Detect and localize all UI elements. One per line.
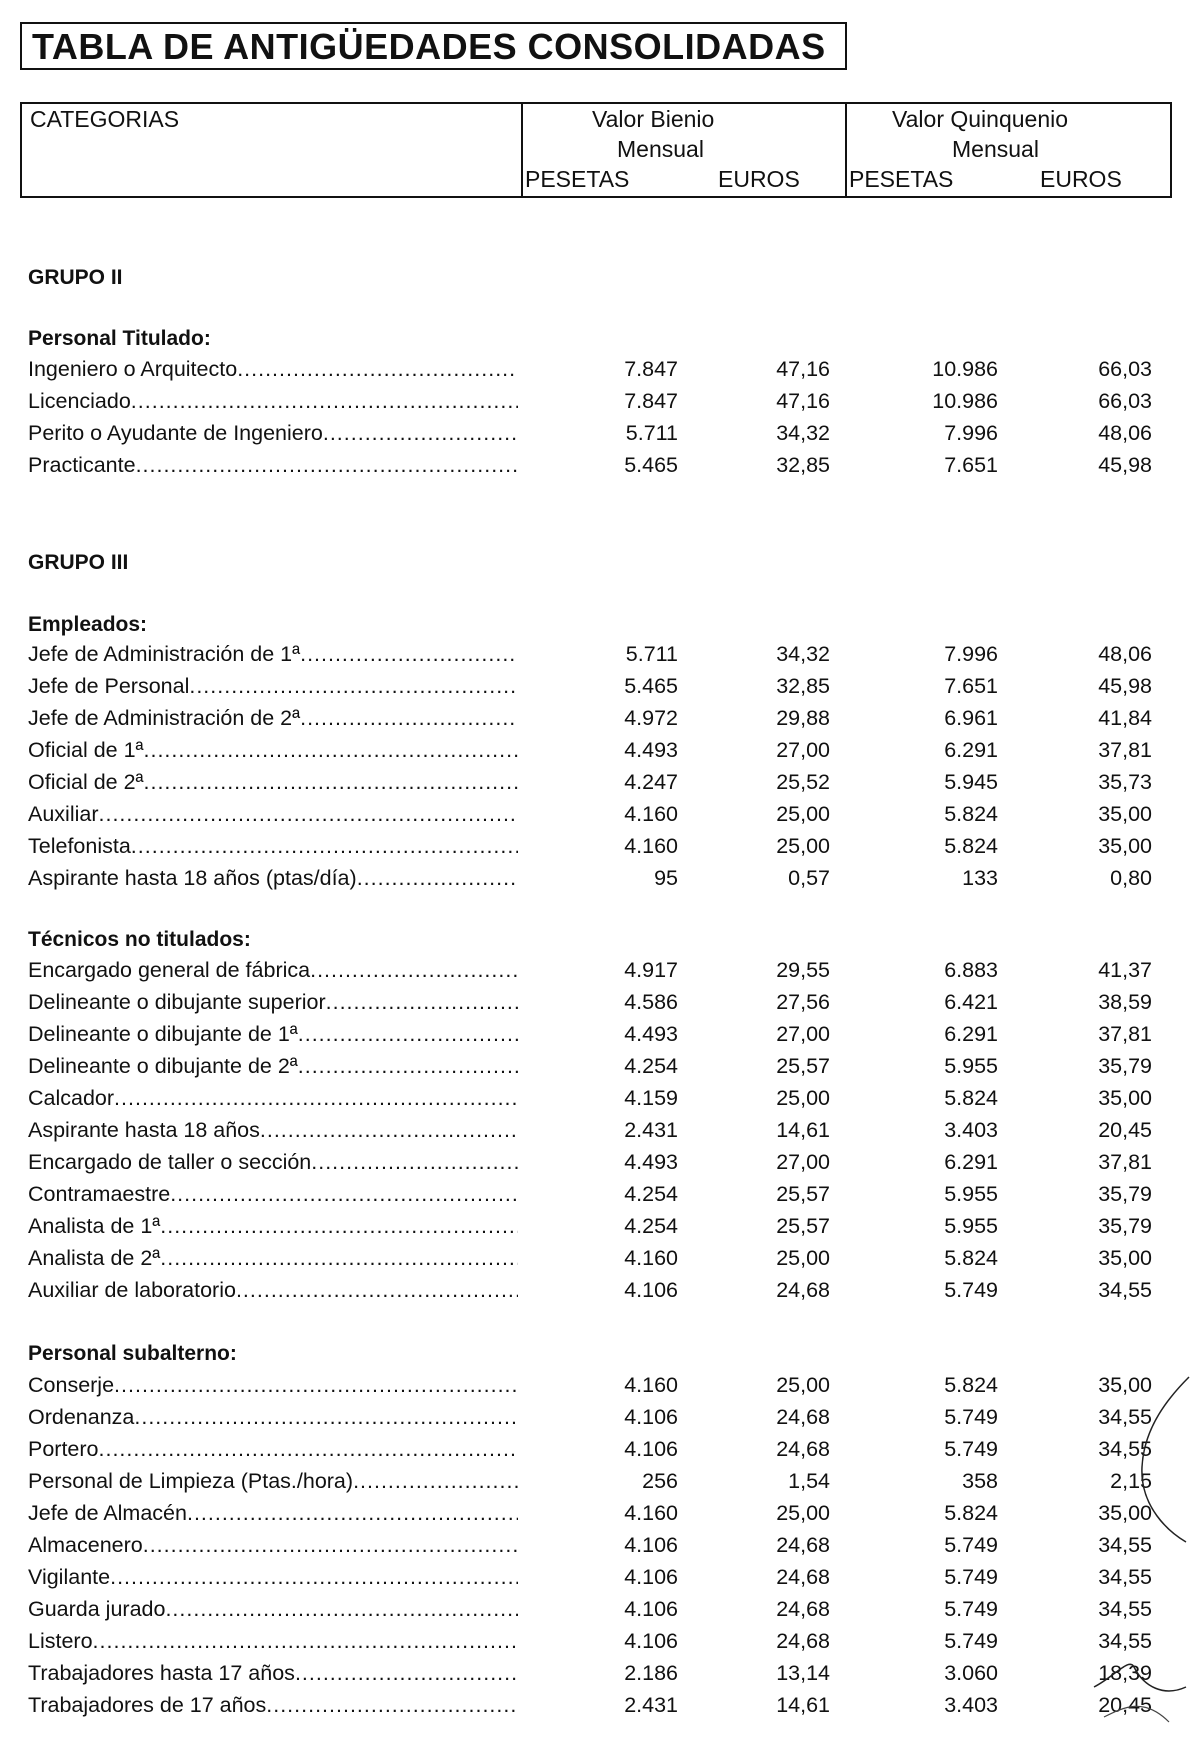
bienio-euros: 32,85	[776, 674, 830, 698]
quinquenio-euros: 34,55	[1098, 1629, 1152, 1653]
table-row	[0, 1533, 1194, 1563]
bienio-euros: 24,68	[776, 1597, 830, 1621]
bienio-pesetas: 5.711	[625, 421, 678, 445]
row-label: Guarda jurado .....	[28, 1597, 518, 1622]
quinquenio-euros: 35,00	[1098, 1501, 1152, 1525]
table-row	[0, 357, 1194, 387]
quinquenio-euros: 35,00	[1098, 1086, 1152, 1110]
quinquenio-pesetas: 5.749	[944, 1405, 998, 1429]
row-label: Calcador .....	[28, 1086, 518, 1111]
quinquenio-euros: 37,81	[1098, 1022, 1152, 1046]
row-label: Conserje .....	[28, 1373, 518, 1398]
bienio-euros: 27,00	[776, 1150, 830, 1174]
quinquenio-euros: 45,98	[1098, 453, 1152, 477]
table-row	[0, 1118, 1194, 1148]
bienio-euros: 27,00	[776, 1022, 830, 1046]
bienio-euros: 1,54	[788, 1469, 830, 1493]
row-label: Ingeniero o Arquitecto .....	[28, 357, 518, 382]
row-label: Auxiliar .....	[28, 802, 518, 827]
table-row	[0, 1278, 1194, 1308]
group-title: GRUPO III	[28, 551, 129, 574]
bienio-euros: 14,61	[776, 1693, 830, 1717]
quinquenio-euros: 2,15	[1110, 1469, 1152, 1493]
bienio-pesetas: 4.493	[624, 738, 678, 762]
header-bienio-euros: EUROS	[718, 166, 800, 192]
quinquenio-euros: 0,80	[1110, 866, 1152, 890]
bienio-euros: 34,32	[776, 421, 830, 445]
row-label: Jefe de Administración de 1ª .....	[28, 642, 518, 667]
table-row	[0, 802, 1194, 832]
section-title: Personal Titulado:	[28, 327, 211, 350]
quinquenio-euros: 48,06	[1098, 642, 1152, 666]
table-row	[0, 1405, 1194, 1435]
bienio-euros: 24,68	[776, 1278, 830, 1302]
quinquenio-euros: 41,37	[1098, 958, 1152, 982]
bienio-euros: 25,00	[776, 1373, 830, 1397]
row-label: Oficial de 2ª .....	[28, 770, 518, 795]
table-row	[0, 674, 1194, 704]
quinquenio-euros: 35,00	[1098, 1373, 1152, 1397]
table-row	[0, 1629, 1194, 1659]
bienio-euros: 32,85	[776, 453, 830, 477]
bienio-euros: 0,57	[788, 866, 830, 890]
bienio-euros: 47,16	[776, 357, 830, 381]
bienio-euros: 24,68	[776, 1629, 830, 1653]
bienio-pesetas: 4.106	[624, 1597, 678, 1621]
quinquenio-pesetas: 6.421	[944, 990, 998, 1014]
quinquenio-pesetas: 6.961	[944, 706, 998, 730]
table-row	[0, 990, 1194, 1020]
row-label: Perito o Ayudante de Ingeniero .....	[28, 421, 518, 446]
table-row	[0, 1150, 1194, 1180]
bienio-pesetas: 4.493	[624, 1022, 678, 1046]
handwritten-scribble-icon	[1074, 1357, 1194, 1737]
row-label: Jefe de Personal .....	[28, 674, 518, 699]
bienio-euros: 25,00	[776, 802, 830, 826]
row-label: Encargado de taller o sección .....	[28, 1150, 518, 1175]
bienio-pesetas: 4.586	[624, 990, 678, 1014]
row-label: Aspirante hasta 18 años .....	[28, 1118, 518, 1143]
bienio-euros: 25,00	[776, 1086, 830, 1110]
bienio-pesetas: 4.160	[624, 802, 678, 826]
bienio-euros: 24,68	[776, 1565, 830, 1589]
bienio-euros: 25,57	[776, 1182, 830, 1206]
quinquenio-euros: 48,06	[1098, 421, 1152, 445]
row-label: Encargado general de fábrica .....	[28, 958, 518, 983]
table-row	[0, 866, 1194, 896]
quinquenio-pesetas: 7.996	[944, 642, 998, 666]
bienio-pesetas: 4.160	[624, 1501, 678, 1525]
document-title: TABLA DE ANTIGÜEDADES CONSOLIDADAS	[32, 26, 826, 67]
bienio-pesetas: 4.493	[624, 1150, 678, 1174]
row-label: Telefonista .....	[28, 834, 518, 859]
quinquenio-euros: 20,45	[1098, 1118, 1152, 1142]
section-title: Técnicos no titulados:	[28, 928, 251, 951]
row-label: Trabajadores hasta 17 años .....	[28, 1661, 518, 1686]
quinquenio-pesetas: 7.651	[944, 453, 998, 477]
table-row	[0, 1246, 1194, 1276]
quinquenio-euros: 35,73	[1098, 770, 1152, 794]
bienio-euros: 29,55	[776, 958, 830, 982]
row-label: Personal de Limpieza (Ptas./hora) .....	[28, 1469, 518, 1494]
bienio-euros: 24,68	[776, 1437, 830, 1461]
header-bienio-line2: Mensual	[617, 136, 704, 162]
bienio-pesetas: 2.431	[624, 1118, 678, 1142]
table-row	[0, 1661, 1194, 1691]
table-row	[0, 706, 1194, 736]
quinquenio-pesetas: 5.749	[944, 1278, 998, 1302]
bienio-euros: 25,52	[776, 770, 830, 794]
quinquenio-euros: 34,55	[1098, 1533, 1152, 1557]
header-quinquenio-pesetas: PESETAS	[849, 166, 954, 192]
quinquenio-pesetas: 5.955	[944, 1214, 998, 1238]
bienio-pesetas: 4.254	[624, 1214, 678, 1238]
bienio-pesetas: 4.254	[624, 1054, 678, 1078]
bienio-euros: 24,68	[776, 1405, 830, 1429]
bienio-pesetas: 2.186	[624, 1661, 678, 1685]
quinquenio-euros: 66,03	[1098, 357, 1152, 381]
quinquenio-pesetas: 3.403	[944, 1693, 998, 1717]
table-row	[0, 389, 1194, 419]
table-row	[0, 834, 1194, 864]
table-row	[0, 1022, 1194, 1052]
quinquenio-euros: 34,55	[1098, 1597, 1152, 1621]
quinquenio-pesetas: 10.986	[932, 357, 998, 381]
quinquenio-pesetas: 5.955	[944, 1182, 998, 1206]
quinquenio-euros: 34,55	[1098, 1278, 1152, 1302]
quinquenio-pesetas: 358	[962, 1469, 998, 1493]
bienio-pesetas: 4.160	[624, 1246, 678, 1270]
quinquenio-euros: 66,03	[1098, 389, 1152, 413]
bienio-euros: 13,14	[776, 1661, 830, 1685]
bienio-pesetas: 4.159	[624, 1086, 678, 1110]
quinquenio-pesetas: 5.824	[944, 1501, 998, 1525]
bienio-pesetas: 4.247	[624, 770, 678, 794]
row-label: Trabajadores de 17 años .....	[28, 1693, 518, 1718]
row-label: Delineante o dibujante de 1ª .....	[28, 1022, 518, 1047]
table-row	[0, 642, 1194, 672]
group-title: GRUPO II	[28, 266, 123, 289]
quinquenio-pesetas: 5.945	[944, 770, 998, 794]
quinquenio-euros: 35,79	[1098, 1214, 1152, 1238]
header-categorias: CATEGORIAS	[30, 106, 180, 132]
table-row	[0, 1182, 1194, 1212]
quinquenio-euros: 34,55	[1098, 1405, 1152, 1429]
bienio-pesetas: 7.847	[624, 357, 678, 381]
table-row	[0, 1501, 1194, 1531]
quinquenio-euros: 34,55	[1098, 1437, 1152, 1461]
bienio-pesetas: 4.106	[624, 1629, 678, 1653]
row-label: Listero .....	[28, 1629, 518, 1654]
bienio-euros: 27,00	[776, 738, 830, 762]
table-row	[0, 1565, 1194, 1595]
table-row	[0, 453, 1194, 483]
bienio-euros: 34,32	[776, 642, 830, 666]
quinquenio-pesetas: 5.955	[944, 1054, 998, 1078]
quinquenio-euros: 35,79	[1098, 1054, 1152, 1078]
quinquenio-pesetas: 5.749	[944, 1629, 998, 1653]
row-label: Contramaestre .....	[28, 1182, 518, 1207]
bienio-euros: 25,00	[776, 1501, 830, 1525]
quinquenio-pesetas: 7.651	[944, 674, 998, 698]
bienio-pesetas: 95	[654, 866, 678, 890]
table-row	[0, 1693, 1194, 1723]
bienio-pesetas: 256	[642, 1469, 678, 1493]
table-row	[0, 958, 1194, 988]
quinquenio-pesetas: 10.986	[932, 389, 998, 413]
row-label: Analista de 2ª .....	[28, 1246, 518, 1271]
section-title: Empleados:	[28, 613, 148, 636]
row-label: Portero .....	[28, 1437, 518, 1462]
table-row	[0, 1597, 1194, 1627]
bienio-pesetas: 4.106	[624, 1437, 678, 1461]
table-header	[20, 102, 1172, 198]
header-divider	[521, 104, 523, 196]
quinquenio-euros: 45,98	[1098, 674, 1152, 698]
quinquenio-euros: 34,55	[1098, 1565, 1152, 1589]
table-row	[0, 770, 1194, 800]
bienio-euros: 25,00	[776, 1246, 830, 1270]
table-row	[0, 1469, 1194, 1499]
header-divider	[845, 104, 847, 196]
quinquenio-pesetas: 3.060	[944, 1661, 998, 1685]
quinquenio-pesetas: 7.996	[944, 421, 998, 445]
quinquenio-euros: 37,81	[1098, 738, 1152, 762]
quinquenio-pesetas: 5.824	[944, 1373, 998, 1397]
bienio-euros: 24,68	[776, 1533, 830, 1557]
bienio-euros: 27,56	[776, 990, 830, 1014]
quinquenio-pesetas: 6.291	[944, 1150, 998, 1174]
bienio-euros: 25,00	[776, 834, 830, 858]
header-quinquenio-line1: Valor Quinquenio	[892, 106, 1069, 132]
bienio-pesetas: 5.465	[624, 674, 678, 698]
section-title: Personal subalterno:	[28, 1342, 237, 1365]
bienio-pesetas: 4.106	[624, 1533, 678, 1557]
quinquenio-euros: 20,45	[1098, 1693, 1152, 1717]
quinquenio-euros: 35,00	[1098, 802, 1152, 826]
quinquenio-pesetas: 6.883	[944, 958, 998, 982]
header-bienio-pesetas: PESETAS	[525, 166, 630, 192]
quinquenio-pesetas: 5.749	[944, 1437, 998, 1461]
table-row	[0, 421, 1194, 451]
bienio-pesetas: 4.106	[624, 1405, 678, 1429]
bienio-pesetas: 5.465	[624, 453, 678, 477]
table-row	[0, 1214, 1194, 1244]
quinquenio-euros: 41,84	[1098, 706, 1152, 730]
row-label: Auxiliar de laboratorio .....	[28, 1278, 518, 1303]
row-label: Analista de 1ª .....	[28, 1214, 518, 1239]
quinquenio-pesetas: 5.749	[944, 1597, 998, 1621]
row-label: Vigilante .....	[28, 1565, 518, 1590]
quinquenio-pesetas: 5.749	[944, 1533, 998, 1557]
row-label: Delineante o dibujante superior .....	[28, 990, 518, 1015]
quinquenio-pesetas: 5.824	[944, 802, 998, 826]
bienio-euros: 14,61	[776, 1118, 830, 1142]
bienio-pesetas: 4.254	[624, 1182, 678, 1206]
quinquenio-pesetas: 133	[962, 866, 998, 890]
quinquenio-pesetas: 5.824	[944, 834, 998, 858]
bienio-pesetas: 4.972	[624, 706, 678, 730]
row-label: Practicante .....	[28, 453, 518, 478]
quinquenio-euros: 35,00	[1098, 834, 1152, 858]
bienio-pesetas: 7.847	[624, 389, 678, 413]
row-label: Aspirante hasta 18 años (ptas/día) .....	[28, 866, 518, 891]
quinquenio-euros: 35,00	[1098, 1246, 1152, 1270]
quinquenio-euros: 37,81	[1098, 1150, 1152, 1174]
row-label: Jefe de Almacén .....	[28, 1501, 518, 1526]
quinquenio-pesetas: 6.291	[944, 738, 998, 762]
table-row	[0, 1437, 1194, 1467]
table-row	[0, 1086, 1194, 1116]
bienio-pesetas: 4.160	[624, 834, 678, 858]
table-row	[0, 1054, 1194, 1084]
bienio-pesetas: 4.106	[624, 1278, 678, 1302]
table-row	[0, 738, 1194, 768]
bienio-pesetas: 4.917	[624, 958, 678, 982]
document-title-box	[20, 22, 847, 70]
row-label: Ordenanza .....	[28, 1405, 518, 1430]
header-quinquenio-line2: Mensual	[952, 136, 1039, 162]
header-bienio-line1: Valor Bienio	[592, 106, 715, 132]
bienio-pesetas: 4.106	[624, 1565, 678, 1589]
quinquenio-euros: 35,79	[1098, 1182, 1152, 1206]
table-row	[0, 1373, 1194, 1403]
quinquenio-pesetas: 3.403	[944, 1118, 998, 1142]
quinquenio-pesetas: 5.749	[944, 1565, 998, 1589]
header-quinquenio-euros: EUROS	[1040, 166, 1122, 192]
row-label: Almacenero .....	[28, 1533, 518, 1558]
quinquenio-pesetas: 6.291	[944, 1022, 998, 1046]
row-label: Oficial de 1ª .....	[28, 738, 518, 763]
quinquenio-pesetas: 5.824	[944, 1086, 998, 1110]
row-label: Delineante o dibujante de 2ª .....	[28, 1054, 518, 1079]
quinquenio-pesetas: 5.824	[944, 1246, 998, 1270]
bienio-pesetas: 5.711	[625, 642, 678, 666]
bienio-euros: 47,16	[776, 389, 830, 413]
bienio-euros: 25,57	[776, 1054, 830, 1078]
row-label: Jefe de Administración de 2ª .....	[28, 706, 518, 731]
bienio-pesetas: 4.160	[624, 1373, 678, 1397]
bienio-euros: 25,57	[776, 1214, 830, 1238]
row-label: Licenciado .....	[28, 389, 518, 414]
quinquenio-euros: 18,39	[1098, 1661, 1152, 1685]
bienio-pesetas: 2.431	[624, 1693, 678, 1717]
bienio-euros: 29,88	[776, 706, 830, 730]
quinquenio-euros: 38,59	[1098, 990, 1152, 1014]
